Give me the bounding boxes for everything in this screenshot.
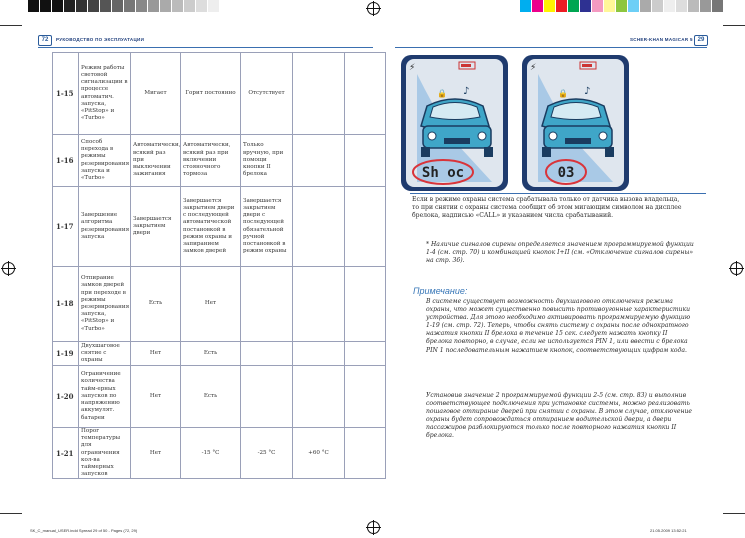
remote-display-count-image — [518, 54, 633, 192]
function-number: 1-17 — [53, 187, 79, 267]
option-cell: -25 °С — [241, 428, 293, 479]
option-cell — [345, 366, 386, 428]
programmable-functions-table — [52, 52, 386, 479]
function-description: Двухшаговое снятие с охраны — [79, 342, 131, 366]
registration-mark-right — [730, 262, 743, 275]
registration-mark-top — [367, 2, 380, 15]
function-number: 1-15 — [53, 53, 79, 135]
registration-mark-bottom — [367, 521, 380, 534]
svg-text:⚡: ⚡ — [530, 63, 537, 73]
option-cell: Автоматически, всякий раз при включении стояночного тормоза — [181, 135, 241, 187]
table-row — [53, 187, 386, 267]
option-cell: Нет — [131, 428, 181, 479]
option-cell: Есть — [131, 267, 181, 342]
table-row — [53, 135, 386, 187]
svg-text:♪: ♪ — [584, 86, 591, 97]
option-cell — [293, 187, 345, 267]
option-cell: Нет — [181, 267, 241, 342]
option-cell — [345, 187, 386, 267]
left-running-header: РУКОВОДСТВО ПО ЭКСПЛУАТАЦИИ — [56, 37, 145, 42]
function-description: Завершение алгоритма резервирования запуска — [79, 187, 131, 267]
table-row — [53, 53, 386, 135]
note-paragraph-two-step: В системе существует возможность двухшагового отключения режима охраны, что может существенно повысить противоугонные характеристики устройства. Для этого необходимо активировать программируемую функцию 1-19 (см. стр. 72). Теперь, чтобы снять систему с охраны после однократного нажатия кнопки II брелока в течение 15 сек. следует нажать кнопку II брелока повторно, в случае, если не используется PIN 1, или ввести с брелока PIN 1 последовательным нажатием кнопок, соответствующих цифрам кода. — [426, 298, 691, 354]
function-number: 1-21 — [53, 428, 79, 479]
option-cell: Горит постоянно — [181, 53, 241, 135]
svg-text:⚡: ⚡ — [409, 63, 416, 73]
option-cell: Завершается закрытием двери — [131, 187, 181, 267]
function-number: 1-19 — [53, 342, 79, 366]
function-description: Ограничение количества тайм-ерных запусков по напряжению аккумулят. батареи — [79, 366, 131, 428]
table-row — [53, 428, 386, 479]
shock-report-paragraph: Если в режиме охраны система срабатывала только от датчика вызова владельца, то при снятии с охраны система сообщит об этом мигающим символом на дисплее брелока, надписью «CALL» и указанием числа срабатываний. — [412, 196, 682, 220]
table-row — [53, 366, 386, 428]
right-running-header: SCHER-KHAN MAGICAR 5 — [630, 37, 693, 42]
option-cell — [241, 366, 293, 428]
function-number: 1-20 — [53, 366, 79, 428]
option-cell — [345, 53, 386, 135]
function-description: Режим работы световой сигнализации в процессе автоматич. запуска, «PitStop» и «Turbo» — [79, 53, 131, 135]
function-description: Порог температуры для ограничения кол-ва таймерных запусков — [79, 428, 131, 479]
option-cell — [345, 428, 386, 479]
option-cell: Нет — [131, 342, 181, 366]
color-bar-left — [28, 0, 220, 12]
option-cell — [241, 342, 293, 366]
text-separator — [410, 193, 706, 194]
option-cell — [345, 135, 386, 187]
option-cell: Автоматически, всякий раз при выключении зажигания — [131, 135, 181, 187]
table-row — [53, 267, 386, 342]
option-cell — [293, 366, 345, 428]
option-cell — [293, 53, 345, 135]
function-number: 1-18 — [53, 267, 79, 342]
option-cell: Есть — [181, 366, 241, 428]
crop-mark — [723, 513, 745, 514]
crop-mark — [723, 25, 745, 26]
remote-display-shock-illustration — [397, 54, 512, 192]
shock-display-text: Sh oc — [421, 165, 465, 181]
option-cell — [293, 135, 345, 187]
print-timestamp: 21.05.2009 13:52:21 — [650, 528, 687, 533]
note-paragraph-doors: Установив значение 2 программируемой функции 2-5 (см. стр. 83) и выполнив соответствующее подключения при установке системы, можно реализовать пошаговое отпирание дверей при снятии с охраны. В этом случае, отключение охраны будет сопровождаться отпиранием водительской двери, а двери пассажиров разблокируются только после повторного нажатия кнопки II брелока. — [426, 392, 693, 440]
option-cell: -15 °С — [181, 428, 241, 479]
option-cell: +60 °С — [293, 428, 345, 479]
option-cell: Только вручную, при помощи кнопки II брелока — [241, 135, 293, 187]
right-page-number: 29 — [694, 35, 708, 46]
svg-text:🔒: 🔒 — [437, 89, 447, 98]
svg-text:🔒: 🔒 — [558, 89, 568, 98]
option-cell: Отсутствует — [241, 53, 293, 135]
right-header-rule — [395, 47, 707, 48]
count-display-text: 03 — [557, 165, 575, 181]
siren-footnote: * Наличие сигналов сирены определяется значением программируемой функции 1-4 (см. стр. 70) и комбинацией кнопок I+II (см. «Отключение сигналов сирены» на стр. 36). — [426, 241, 694, 265]
function-description: Отпирание замков дверей при переходе в режимы резервирования запуска, «PitStop» и «Turbo» — [79, 267, 131, 342]
option-cell: Мигает — [131, 53, 181, 135]
option-cell — [345, 267, 386, 342]
option-cell — [345, 342, 386, 366]
remote-display-count-illustration — [518, 54, 633, 192]
option-cell: Нет — [131, 366, 181, 428]
option-cell — [293, 342, 345, 366]
crop-mark — [0, 513, 22, 514]
left-header-rule — [38, 47, 373, 48]
function-number: 1-16 — [53, 135, 79, 187]
remote-display-shock-image — [397, 54, 512, 192]
registration-mark-left — [2, 262, 15, 275]
left-page-number: 72 — [38, 35, 52, 46]
option-cell: Завершается закрытием двери с последующей автоматической постановкой в режим охраны и запиранием замков дверей — [181, 187, 241, 267]
crop-mark — [0, 25, 22, 26]
option-cell — [293, 267, 345, 342]
color-bar-right — [520, 0, 724, 12]
svg-text:♪: ♪ — [463, 86, 470, 97]
option-cell: Есть — [181, 342, 241, 366]
option-cell: Завершается закрытием двери с последующей обязательной ручной постановкой в режим охраны — [241, 187, 293, 267]
function-description: Способ перехода в режимы резервирования запуска и «Turbo» — [79, 135, 131, 187]
table-row — [53, 342, 386, 366]
note-heading: Примечание: — [413, 286, 468, 296]
option-cell — [241, 267, 293, 342]
file-slug: SK_C_manual_USER.indd Spread 29 of 50 - Pages (72, 29) — [30, 528, 138, 533]
